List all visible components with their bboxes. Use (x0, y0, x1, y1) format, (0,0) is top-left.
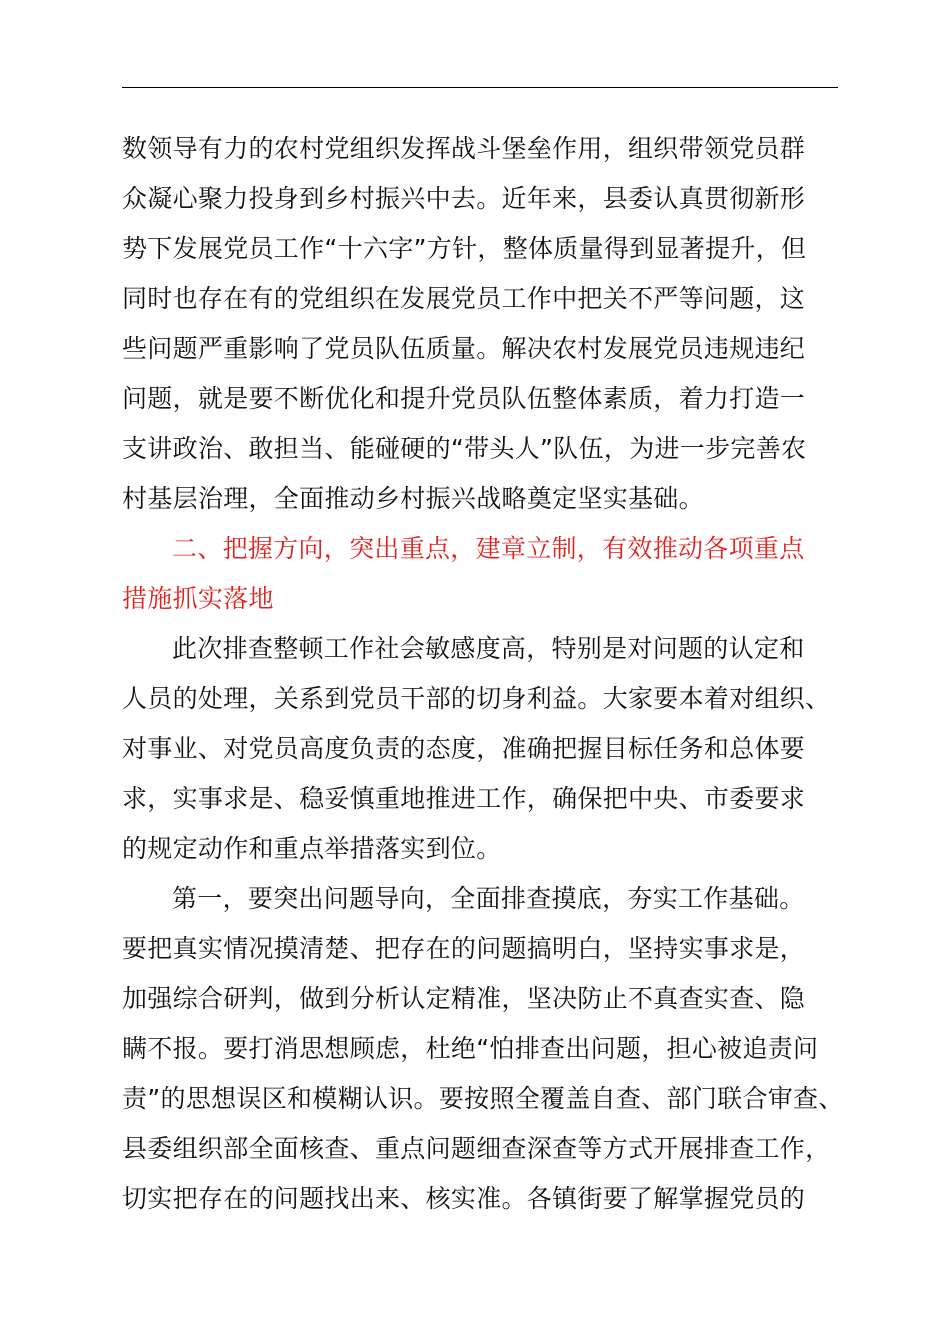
heading-line: 措施抓实落地 (122, 584, 274, 613)
heading-line: 二、把握方向，突出重点，建章立制，有效推动各项重点 (172, 534, 805, 563)
paragraph-3 (122, 874, 844, 1224)
text-line: 众凝心聚力投身到乡村振兴中去。近年来，县委认真贯彻新形 (122, 184, 806, 213)
header-rule (122, 87, 838, 88)
text-line: 对事业、对党员高度负责的态度，准确把握目标任务和总体要 (122, 734, 806, 763)
text-line: 第一，要突出问题导向，全面排查摸底，夯实工作基础。 (172, 884, 805, 913)
text-line: 瞒不报。要打消思想顾虑，杜绝“怕排查出问题，担心被追责问 (122, 1034, 819, 1063)
section-heading (122, 524, 838, 624)
paragraph-2 (122, 624, 838, 874)
text-line: 数领导有力的农村党组织发挥战斗堡垒作用，组织带领党员群 (122, 134, 806, 163)
text-line: 村基层治理，全面推动乡村振兴战略奠定坚实基础。 (122, 484, 704, 513)
text-line: 切实把存在的问题找出来、核实准。各镇街要了解掌握党员的 (122, 1184, 806, 1213)
text-line: 县委组织部全面核查、重点问题细查深查等方式开展排查工作， (122, 1134, 831, 1163)
text-line: 加强综合研判，做到分析认定精准，坚决防止不真查实查、隐 (122, 984, 806, 1013)
paragraph-continuation (122, 124, 838, 524)
text-line: 此次排查整顿工作社会敏感度高，特别是对问题的认定和 (172, 634, 805, 663)
text-line: 的规定动作和重点举措落实到位。 (122, 834, 502, 863)
text-line: 要把真实情况摸清楚、把存在的问题搞明白，坚持实事求是， (122, 934, 806, 963)
text-line: 势下发展党员工作“十六字”方针，整体质量得到显著提升，但 (122, 234, 807, 263)
text-line: 问题，就是要不断优化和提升党员队伍整体素质，着力打造一 (122, 384, 806, 413)
text-line: 些问题严重影响了党员队伍质量。解决农村发展党员违规违纪 (122, 334, 806, 363)
document-body (122, 124, 844, 1224)
text-line: 责”的思想误区和模糊认识。要按照全覆盖自查、部门联合审查、 (122, 1084, 844, 1113)
text-line: 支讲政治、敢担当、能碰硬的“带头人”队伍，为进一步完善农 (122, 434, 807, 463)
text-line: 同时也存在有的党组织在发展党员工作中把关不严等问题，这 (122, 284, 806, 313)
text-line: 求，实事求是、稳妥慎重地推进工作，确保把中央、市委要求 (122, 784, 806, 813)
text-line: 人员的处理，关系到党员干部的切身利益。大家要本着对组织、 (122, 684, 831, 713)
